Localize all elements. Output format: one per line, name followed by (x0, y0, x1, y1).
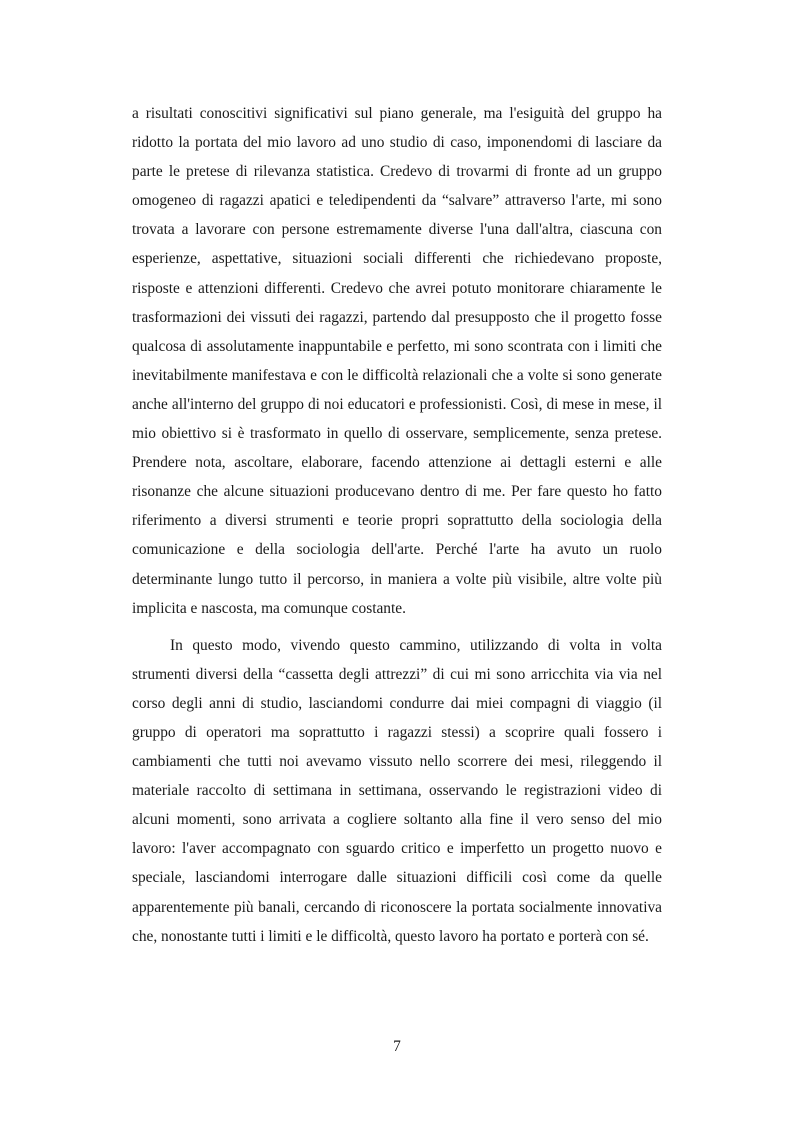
page-number: 7 (393, 1038, 401, 1055)
body-text (132, 99, 662, 951)
paragraph-2: In questo modo, vivendo questo cammino, utilizzando di volta in volta strumenti diversi della “cassetta degli attrezzi” di cui mi sono arricchita via via nel corso degli anni di studio, lasciandomi condurre dai miei compagni di viaggio (il gruppo di operatori ma soprattutto i ragazzi stessi) a scoprire quali fossero i cambiamenti che tutti noi avevamo vissuto nello scorrere dei mesi, rileggendo il materiale raccolto di settimana in settimana, osservando le registrazioni video di alcuni momenti, sono arrivata a cogliere soltanto alla fine il vero senso del mio lavoro: l'aver accompagnato con sguardo critico e imperfetto un progetto nuovo e speciale, lasciandomi interrogare dalle situazioni difficili così come da quelle apparentemente più banali, cercando di riconoscere la portata socialmente innovativa che, nonostante tutti i limiti e le difficoltà, questo lavoro ha portato e porterà con sé. (132, 636, 662, 945)
paragraph-1: a risultati conoscitivi significativi sul piano generale, ma l'esiguità del gruppo ha ridotto la portata del mio lavoro ad uno studio di caso, imponendomi di lasciare da parte le pretese di rilevanza statistica. Credevo di trovarmi di fronte ad un gruppo omogeneo di ragazzi apatici e teledipendenti da “salvare” attraverso l'arte, mi sono trovata a lavorare con persone estremamente diverse l'una dall'altra, ciascuna con esperienze, aspettative, situazioni sociali differenti che richiedevano proposte, risposte e attenzioni differenti. Credevo che avrei potuto monitorare chiaramente le trasformazioni dei vissuti dei ragazzi, partendo dal presupposto che il progetto fosse qualcosa di assolutamente inappuntabile e perfetto, mi sono scontrata con i limiti che inevitabilmente manifestava e con le difficoltà relazionali che a volte si sono generate anche all'interno del gruppo di noi educatori e professionisti. Così, di mese in mese, il mio obiettivo si è trasformato in quello di osservare, semplicemente, senza pretese. Prendere nota, ascoltare, elaborare, facendo attenzione ai dettagli esterni e alle risonanze che alcune situazioni producevano dentro di me. Per fare questo ho fatto riferimento a diversi strumenti e teorie propri soprattutto della sociologia della comunicazione e della sociologia dell'arte. Perché l'arte ha avuto un ruolo determinante lungo tutto il percorso, in maniera a volte più visibile, altre volte più implicita e nascosta, ma comunque costante. (132, 105, 662, 617)
